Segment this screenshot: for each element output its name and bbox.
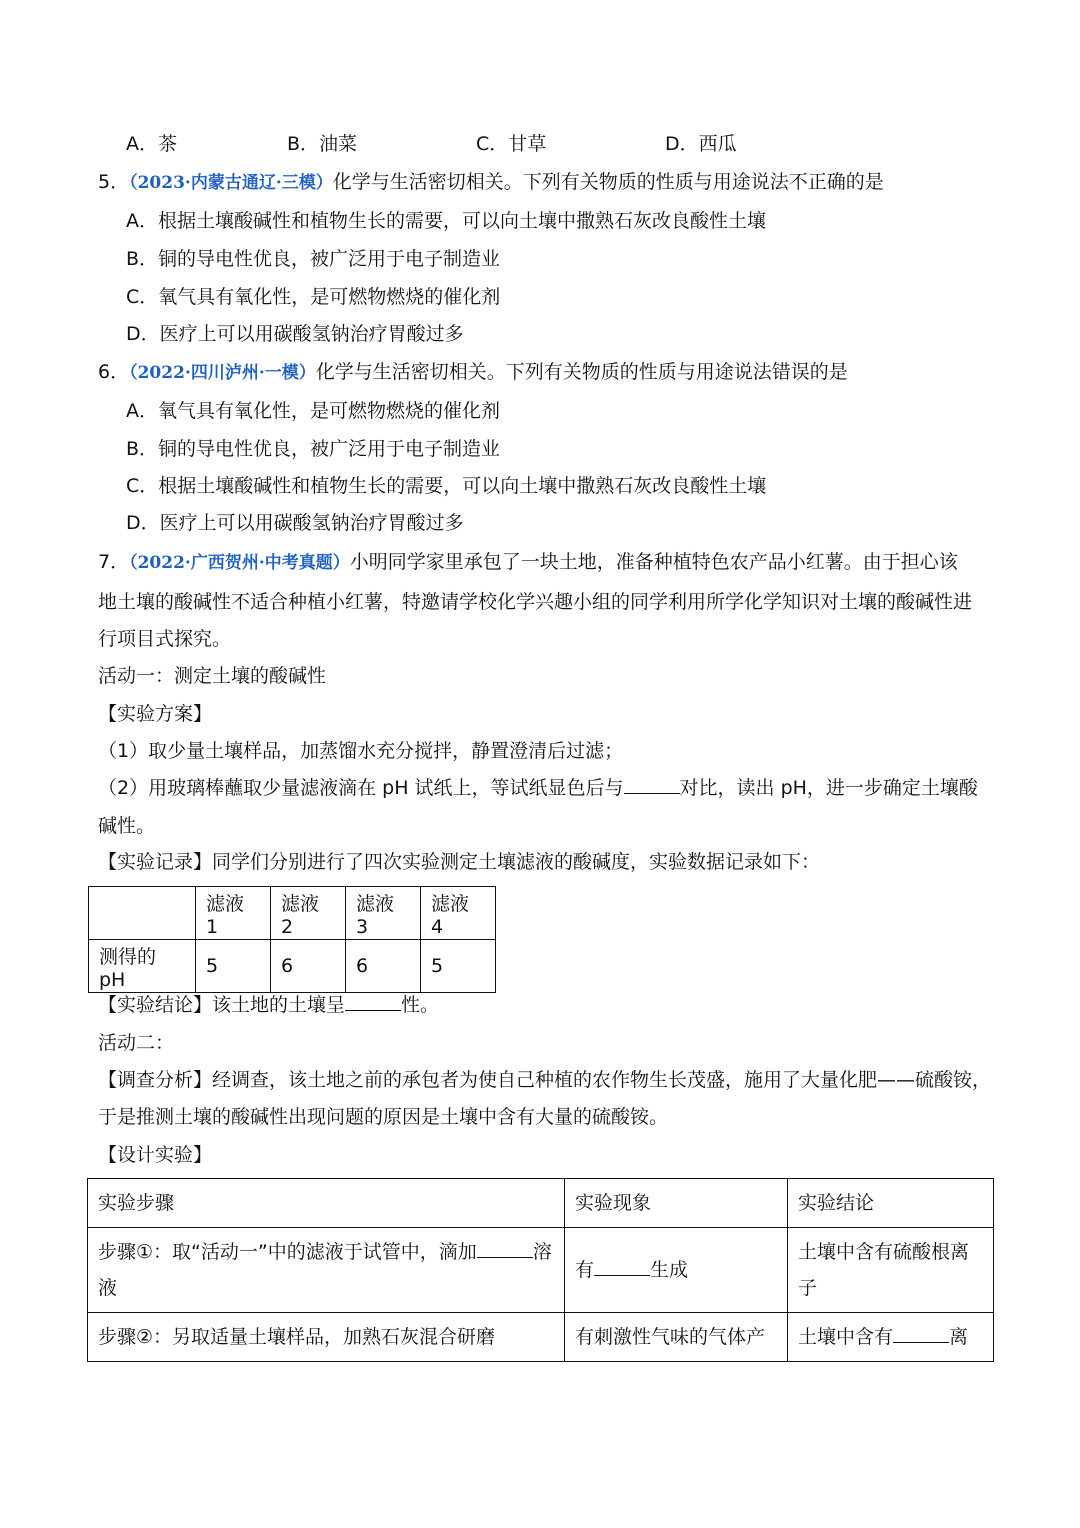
table-row — [88, 1313, 994, 1362]
question-number: 7． — [98, 551, 130, 573]
table-cell-phenomenon-1 — [565, 1228, 788, 1313]
table-header-cell: 滤液 3 — [346, 887, 421, 940]
phen-1-text-a: 有 — [575, 1259, 595, 1281]
phen-1-text-b: 生成 — [650, 1259, 689, 1281]
table-header-cell: 实验步骤 — [88, 1179, 565, 1228]
plan-step-1: （1）取少量土壤样品，加蒸馏水充分搅拌，静置澄清后过滤； — [98, 740, 624, 762]
table-cell-phenomenon-2: 有刺激性气味的气体产 — [565, 1313, 788, 1362]
table-cell: 5 — [196, 940, 271, 993]
table-row — [88, 1228, 994, 1313]
answer-blank — [345, 992, 401, 1011]
question-source: （2022·四川泸州·一模） — [129, 363, 316, 383]
answer-blank — [893, 1324, 949, 1343]
q5-option-d: D．医疗上可以用碳酸氢钠治疗胃酸过多 — [126, 323, 464, 345]
design-heading: 【设计实验】 — [98, 1144, 213, 1166]
q5-option-c: C．氧气具有氧化性，是可燃物燃烧的催化剂 — [126, 286, 501, 308]
concl-2-text-b: 离 — [949, 1326, 969, 1348]
table-cell-conclusion-2 — [788, 1313, 994, 1362]
q4-option-d: D．西瓜 — [665, 133, 737, 155]
answer-blank — [594, 1257, 650, 1276]
question-5 — [98, 168, 884, 197]
q6-option-a: A．氧气具有氧化性，是可燃物燃烧的催化剂 — [126, 400, 500, 422]
question-number: 5． — [98, 171, 130, 193]
conclusion-text-a: 【实验结论】该土地的土壤呈 — [98, 994, 346, 1016]
conclusion-text — [98, 991, 439, 1019]
question-stem: 化学与生活密切相关。下列有关物质的性质与用途说法不正确的是 — [332, 171, 884, 193]
step-1-text-a: 步骤①：取“活动一”中的滤液于试管中，滴加 — [98, 1241, 477, 1263]
q4-option-b: B．油菜 — [287, 133, 358, 155]
table-header-cell: 滤液 1 — [196, 887, 271, 940]
ph-table — [88, 886, 496, 993]
question-stem-line-3: 行项目式探究。 — [98, 628, 232, 650]
record-text: 【实验记录】同学们分别进行了四次实验测定土壤滤液的酸碱度，实验数据记录如下： — [98, 851, 821, 873]
answer-blank — [477, 1239, 533, 1258]
activity-2-heading: 活动二： — [98, 1032, 175, 1054]
table-header-cell: 滤液 4 — [421, 887, 496, 940]
design-table — [87, 1178, 994, 1362]
table-row — [89, 940, 496, 993]
table-header-cell: 滤液 2 — [271, 887, 346, 940]
table-row-label: 测得的 pH — [89, 940, 196, 993]
question-6 — [98, 358, 848, 387]
activity-1-heading: 活动一：测定土壤的酸碱性 — [98, 665, 327, 687]
plan-step-2-text-a: （2）用玻璃棒蘸取少量滤液滴在 pH 试纸上，等试纸显色后与 — [98, 777, 624, 799]
q4-option-a: A．茶 — [126, 133, 177, 155]
survey-line-2: 于是推测土壤的酸碱性出现问题的原因是土壤中含有大量的硫酸铵。 — [98, 1106, 669, 1128]
plan-heading: 【实验方案】 — [98, 703, 213, 725]
table-cell: 6 — [271, 940, 346, 993]
question-stem-line-1: 小明同学家里承包了一块土地，准备种植特色农产品小红薯。由于担心该 — [349, 551, 958, 573]
step-1-text-c: 液 — [98, 1277, 118, 1299]
table-row — [89, 887, 496, 940]
q5-option-a: A．根据土壤酸碱性和植物生长的需要，可以向土壤中撒熟石灰改良酸性土壤 — [126, 210, 766, 232]
plan-step-2-cont: 碱性。 — [98, 815, 156, 837]
table-cell-step-2: 步骤②：另取适量土壤样品，加熟石灰混合研磨 — [88, 1313, 565, 1362]
question-source: （2023·内蒙古通辽·三模） — [129, 173, 333, 193]
q4-option-c: C．甘草 — [476, 133, 547, 155]
survey-line-1: 【调查分析】经调查，该土地之前的承包者为使自己种植的农作物生长茂盛，施用了大量化肥——硫酸铵， — [98, 1069, 992, 1091]
table-row — [88, 1179, 994, 1228]
q6-option-b: B．铜的导电性优良，被广泛用于电子制造业 — [126, 438, 501, 460]
question-stem-line-2: 地土壤的酸碱性不适合种植小红薯，特邀请学校化学兴趣小组的同学利用所学化学知识对土壤的酸碱性进 — [98, 591, 973, 613]
table-header-cell: 实验现象 — [565, 1179, 788, 1228]
table-cell-conclusion-1: 土壤中含有硫酸根离子 — [788, 1228, 994, 1313]
q6-option-c: C．根据土壤酸碱性和植物生长的需要，可以向土壤中撒熟石灰改良酸性土壤 — [126, 475, 767, 497]
table-cell — [89, 887, 196, 940]
question-stem: 化学与生活密切相关。下列有关物质的性质与用途说法错误的是 — [315, 361, 848, 383]
question-source: （2022·广西贺州·中考真题） — [129, 553, 350, 573]
table-header-cell: 实验结论 — [788, 1179, 994, 1228]
plan-step-2-text-b: 对比，读出 pH，进一步确定土壤酸 — [679, 777, 978, 799]
plan-step-2 — [98, 774, 978, 802]
question-number: 6． — [98, 361, 130, 383]
table-cell-step-1 — [88, 1228, 565, 1313]
conclusion-text-b: 性。 — [401, 994, 440, 1016]
concl-2-text-a: 土壤中含有 — [798, 1326, 894, 1348]
step-1-text-b: 溶 — [532, 1241, 552, 1263]
question-7 — [98, 548, 958, 577]
table-cell: 5 — [421, 940, 496, 993]
table-cell: 6 — [346, 940, 421, 993]
q6-option-d: D．医疗上可以用碳酸氢钠治疗胃酸过多 — [126, 512, 464, 534]
q5-option-b: B．铜的导电性优良，被广泛用于电子制造业 — [126, 248, 501, 270]
answer-blank — [624, 775, 680, 794]
